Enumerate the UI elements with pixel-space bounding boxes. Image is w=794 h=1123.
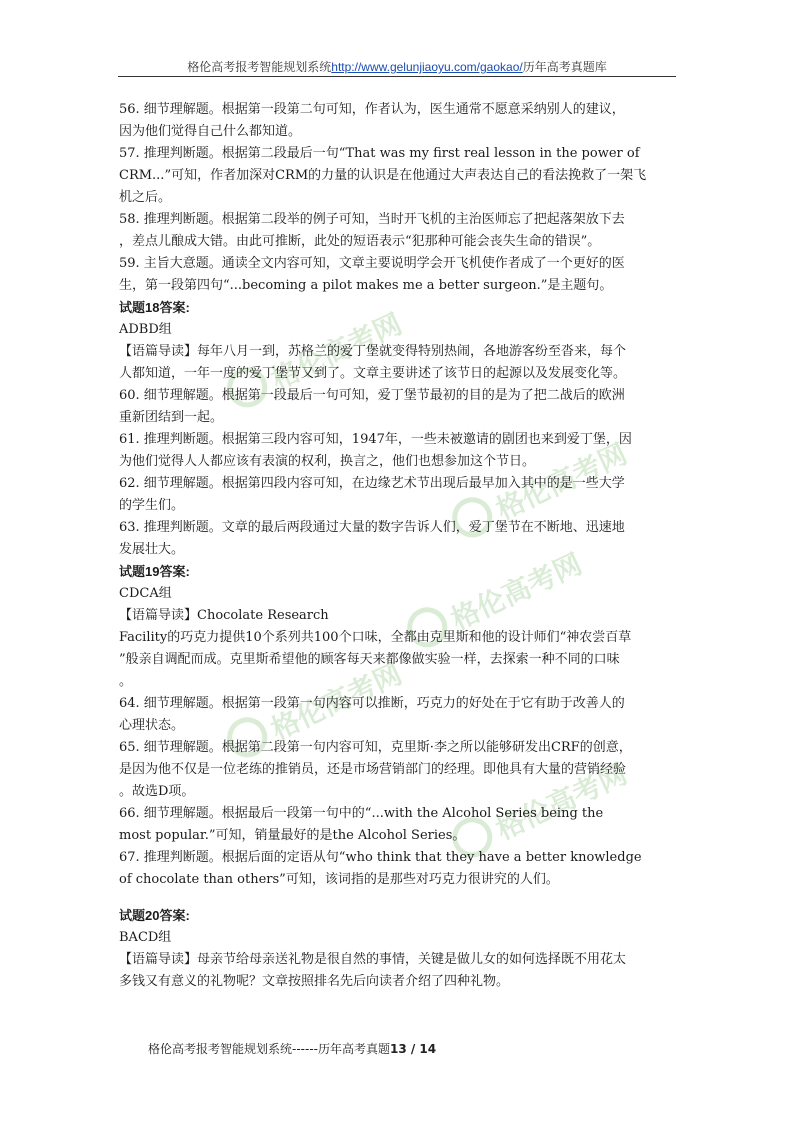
text-line: 为他们觉得人人都应该有表演的权利，换言之，他们也想参加这个节日。: [119, 454, 536, 469]
watermark-text: 格伦高考网: [491, 757, 633, 847]
text-line: 66. 细节理解题。根据最后一段第一句中的“...with the Alcohol Series being the: [119, 806, 604, 821]
text-line: 62. 细节理解题。根据第四段内容可知，在边缘艺术节出现后最早加入其中的是一些大学: [119, 476, 625, 491]
page-number: 13 / 14: [389, 1042, 437, 1056]
text-line: of chocolate than others”可知，该词指的是那些对巧克力很讲究的人们。: [119, 872, 559, 887]
text-line: ，差点儿酿成大错。由此可推断，此处的短语表示“犯那种可能会丧失生命的错误”。: [119, 234, 601, 249]
watermark-text: 格伦高考网: [446, 547, 588, 637]
text-line: 56. 细节理解题。根据第一段第二句可知，作者认为，医生通常不愿意采纳别人的建议，: [119, 102, 625, 117]
text-line: 【语篇导读】母亲节给母亲送礼物是很自然的事情，关键是做儿女的如何选择既不用花太: [119, 952, 627, 967]
text-line: CRM...”可知，作者加深对CRM的力量的认识是在他通过大声表达自己的看法挽救了一架飞: [119, 168, 647, 183]
text-line: 重新团结到一起。: [119, 410, 224, 425]
text-line: 【语篇导读】Chocolate Research: [119, 608, 329, 623]
text-line: 67. 推理判断题。根据后面的定语从句“who think that they have a better knowledge: [119, 850, 642, 865]
text-line: 的学生们。: [119, 498, 185, 513]
text-line: 59. 主旨大意题。通读全文内容可知，文章主要说明学会开飞机使作者成了一个更好的医: [119, 256, 625, 271]
text-line: 机之后。: [119, 190, 172, 205]
answer-heading: 试题19答案:: [119, 564, 190, 579]
text-line: 58. 推理判断题。根据第二段举的例子可知，当时开飞机的主治医师忘了把起落架放下去: [119, 212, 625, 227]
text-line: 65. 细节理解题。根据第二段第一句内容可知，克里斯·李之所以能够研发出CRF的创意，: [119, 740, 632, 755]
text-line: 。: [119, 674, 133, 689]
header-link[interactable]: http://www.gelunjiaoyu.com/gaokao/: [331, 60, 523, 74]
text-line: 57. 推理判断题。根据第二段最后一句“That was my first real lesson in the power of: [119, 146, 640, 161]
text-line: 心理状态。: [119, 718, 185, 733]
page-footer: [148, 1040, 436, 1057]
page-header: [118, 58, 676, 77]
text-line: 。故选D项。: [119, 784, 195, 799]
text-line: most popular.”可知，销量最好的是the Alcohol Series。: [119, 828, 466, 843]
text-line: 60. 细节理解题。根据第一段最后一句可知，爱丁堡节最初的目的是为了把二战后的欧洲: [119, 388, 625, 403]
header-suffix: 历年高考真题库: [522, 60, 607, 74]
text-line: 因为他们觉得自己什么都知道。: [119, 124, 302, 139]
text-line: 多钱又有意义的礼物呢？文章按照排名先后向读者介绍了四种礼物。: [119, 974, 510, 989]
text-line: BACD组: [119, 930, 172, 945]
text-line: ”般亲自调配而成。克里斯希望他的顾客每天来都像做实验一样，去探索一种不同的口味: [119, 652, 620, 667]
watermark-text: 格伦高考网: [266, 657, 408, 747]
text-line: 是因为他不仅是一位老练的推销员，还是市场营销部门的经理。即他具有大量的营销经验: [119, 762, 627, 777]
text-line: CDCA组: [119, 586, 172, 601]
text-line: 发展壮大。: [119, 542, 185, 557]
text-line: 人都知道，一年一度的爱丁堡节又到了。文章主要讲述了该节日的起源以及发展变化等。: [119, 366, 627, 381]
text-line: 【语篇导读】每年八月一到，苏格兰的爱丁堡就变得特别热闹，各地游客纷至沓来，每个: [119, 344, 627, 359]
text-line: ADBD组: [119, 322, 172, 337]
text-line: 64. 细节理解题。根据第一段第一句内容可以推断，巧克力的好处在于它有助于改善人的: [119, 696, 625, 711]
text-line: 生，第一段第四句“...becoming a pilot makes me a better surgeon.”是主题句。: [119, 278, 613, 293]
watermark-text: 格伦高考网: [266, 307, 408, 397]
spacer: [119, 891, 679, 905]
document-body: [119, 99, 679, 993]
watermark-text: 格伦高考网: [491, 437, 633, 527]
answer-heading: 试题20答案:: [119, 908, 190, 923]
text-line: 61. 推理判断题。根据第三段内容可知，1947年，一些未被邀请的剧团也来到爱丁堡，因: [119, 432, 632, 447]
header-prefix: 格伦高考报考智能规划系统: [187, 60, 332, 74]
answer-heading: 试题18答案:: [119, 300, 190, 315]
footer-text: 格伦高考报考智能规划系统------历年高考真题: [148, 1042, 390, 1056]
text-line: 63. 推理判断题。文章的最后两段通过大量的数字告诉人们，爱丁堡节在不断地、迅速地: [119, 520, 625, 535]
text-line: Facility的巧克力提供10个系列共100个口味，全都由克里斯和他的设计师们“神农尝百草: [119, 630, 632, 645]
